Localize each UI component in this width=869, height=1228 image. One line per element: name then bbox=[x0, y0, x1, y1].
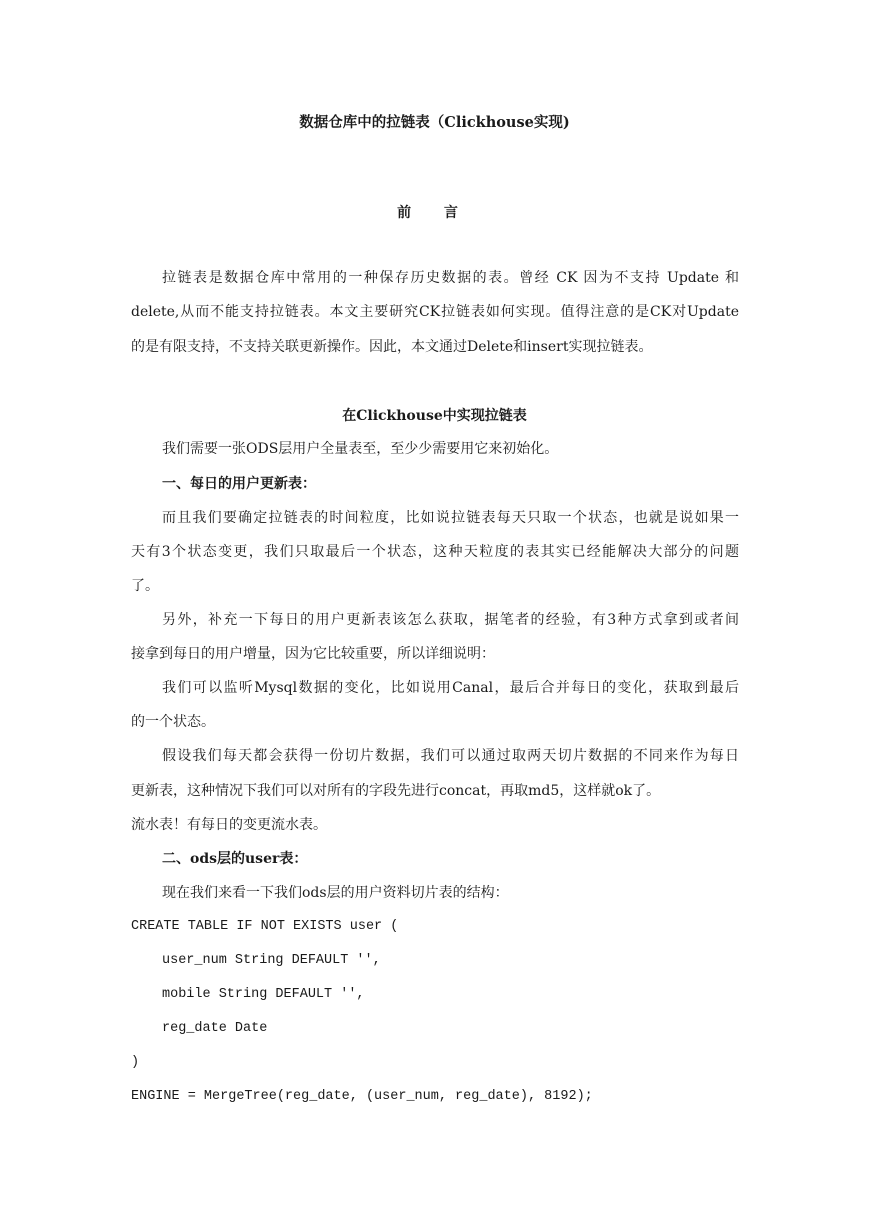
intro-line-3: 的是有限支持，不支持关联更新操作。因此，本文通过Delete和insert实现拉链表。 bbox=[131, 339, 653, 355]
p4-line-1: 假设我们每天都会获得一份切片数据，我们可以通过取两天切片数据的不同来作为每日 bbox=[162, 748, 739, 764]
p5-line: 流水表！有每日的变更流水表。 bbox=[131, 817, 327, 833]
heading-ods-user-table: 二、ods层的user表： bbox=[162, 851, 308, 867]
section-intro: 我们需要一张ODS层用户全量表至，至少少需要用它来初始化。 bbox=[162, 441, 559, 457]
p3-line-2: 的一个状态。 bbox=[131, 714, 215, 730]
p1-line-2: 天有3个状态变更，我们只取最后一个状态，这种天粒度的表其实已经能解决大部分的问题 bbox=[131, 544, 739, 560]
p3-line-1: 我们可以监听Mysql数据的变化，比如说用Canal，最后合并每日的变化，获取到最后 bbox=[162, 680, 739, 696]
intro-line-2: delete,从而不能支持拉链表。本文主要研究CK拉链表如何实现。值得注意的是CK对Update bbox=[131, 304, 739, 320]
p2-line-1: 另外，补充一下每日的用户更新表该怎么获取，据笔者的经验，有3种方式拿到或者间 bbox=[162, 612, 739, 628]
intro-line-1: 拉链表是数据仓库中常用的一种保存历史数据的表。曾经 CK 因为不支持 Update 和 bbox=[162, 270, 739, 286]
code-line-3: mobile String DEFAULT '', bbox=[162, 987, 365, 1002]
code-line-4: reg_date Date bbox=[162, 1021, 268, 1036]
p6-line: 现在我们来看一下我们ods层的用户资料切片表的结构： bbox=[162, 885, 509, 901]
p2-line-2: 接拿到每日的用户增量，因为它比较重要，所以详细说明： bbox=[131, 646, 495, 662]
code-line-6: ENGINE = MergeTree(reg_date, (user_num, reg_date), 8192); bbox=[131, 1089, 593, 1104]
heading-daily-update-table: 一、每日的用户更新表： bbox=[162, 476, 316, 492]
code-line-5: ) bbox=[131, 1055, 140, 1070]
p1-line-1: 而且我们要确定拉链表的时间粒度，比如说拉链表每天只取一个状态，也就是说如果一 bbox=[162, 510, 739, 526]
code-line-1: CREATE TABLE IF NOT EXISTS user ( bbox=[131, 919, 399, 934]
p4-line-2: 更新表，这种情况下我们可以对所有的字段先进行concat，再取md5，这样就ok了。 bbox=[131, 783, 661, 799]
document-title: 数据仓库中的拉链表（Clickhouse实现) bbox=[299, 114, 570, 131]
p1-line-3: 了。 bbox=[131, 578, 159, 594]
code-line-2: user_num String DEFAULT '', bbox=[162, 953, 381, 968]
section-heading: 在Clickhouse中实现拉链表 bbox=[342, 408, 527, 424]
preface-heading: 前 言 bbox=[397, 205, 472, 221]
